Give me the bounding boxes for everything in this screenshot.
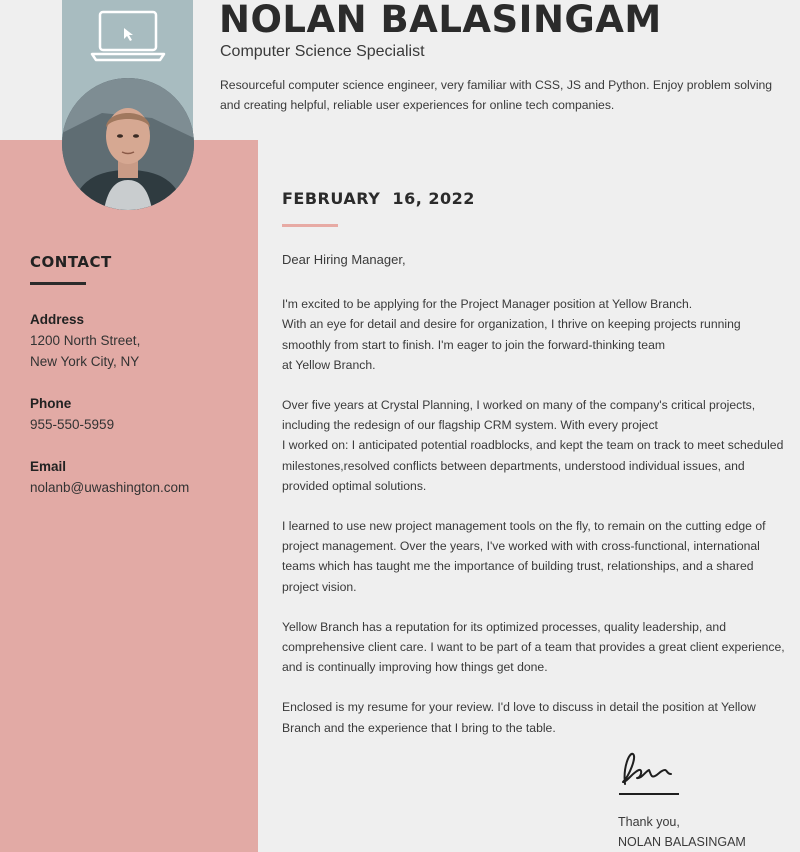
laptop-icon	[90, 8, 166, 64]
email-label: Email	[30, 459, 67, 474]
phone-value: 955-550-5959	[30, 417, 115, 432]
job-title: Computer Science Specialist	[220, 43, 425, 60]
profile-summary: Resourceful computer science engineer, very familiar with CSS, JS and Python. Enjoy problem solving and creating helpful, reliable user experiences for online tech companies.	[220, 78, 773, 112]
salutation: Dear Hiring Manager,	[282, 252, 406, 267]
letter-body	[282, 250, 792, 758]
date-divider	[282, 224, 338, 227]
profile-photo	[62, 78, 194, 210]
letter-paragraph: I'm excited to be applying for the Project Manager position at Yellow Branch. With an eye for detail and desire for organization, I thrive on keeping projects running smoothly from start to finish. I'm eager to join the forward-thinking team at Yellow Branch.	[282, 297, 741, 372]
letter-paragraph: Yellow Branch has a reputation for its optimized processes, quality leadership, and comprehensive client care. I want to be part of a team that provides a great client experience, and is continually improving how things get done.	[282, 619, 785, 675]
address-block	[30, 309, 140, 372]
contact-heading: CONTACT	[30, 253, 112, 271]
email-value: nolanb@uwashington.com	[30, 480, 190, 495]
applicant-name: NOLAN BALASINGAM	[219, 0, 662, 41]
letter-paragraph: I learned to use new project management tools on the fly, to remain on the cutting edge of project management. Over the years, I've worked with with cross-functional, international teams which has taught me the importance of building trust, relationships, and a shared project vision.	[282, 519, 766, 594]
address-line-1: 1200 North Street,	[30, 333, 141, 348]
letter-paragraph: Over five years at Crystal Planning, I worked on many of the company's critical projects, including the redesign of our flagship CRM system. With every project I worked on: I anticipated potential roadblocks, and kept the team on track to meet scheduled milestones,resolved conflicts between departments, understood individual issues, and provided optimal solutions.	[282, 398, 784, 493]
letter-paragraph: Enclosed is my resume for your review. I'd love to discuss in detail the position at Yellow Branch and the experience that I bring to the table.	[282, 700, 756, 735]
phone-label: Phone	[30, 396, 72, 411]
contact-divider	[30, 282, 86, 285]
address-label: Address	[30, 312, 85, 327]
avatar	[62, 78, 194, 210]
signer-name: NOLAN BALASINGAM	[618, 835, 746, 849]
email-block	[30, 456, 189, 498]
letter-closing	[618, 812, 746, 852]
signature-image	[617, 748, 681, 796]
closing-text: Thank you,	[618, 815, 680, 829]
address-line-2: New York City, NY	[30, 354, 140, 369]
phone-block	[30, 393, 114, 435]
letter-date: FEBRUARY 16, 2022	[282, 189, 475, 208]
